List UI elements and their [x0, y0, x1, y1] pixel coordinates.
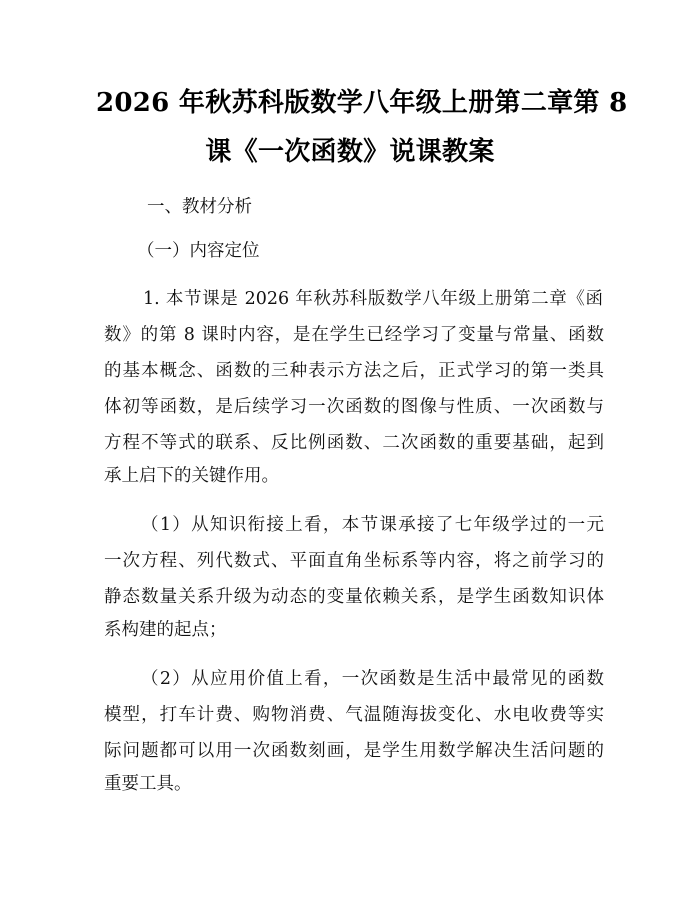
paragraph-3-line-1: （2）从应用价值上看，一次函数是生活中最常见的函数 — [141, 669, 604, 689]
paragraph-3-line-2: 模型，打车计费、购物消费、气温随海拔变化、水电收费等实 — [104, 705, 604, 725]
paragraph-2-line-3: 静态数量关系升级为动态的变量依赖关系，是学生函数知识体 — [104, 587, 604, 607]
paragraph-1-line-6: 承上启下的关键作用。 — [104, 466, 279, 486]
paragraph-1-line-4: 体初等函数，是后续学习一次函数的图像与性质、一次函数与 — [104, 397, 604, 417]
paragraph-1-line-1: 1. 本节课是 2026 年秋苏科版数学八年级上册第二章《函 — [143, 289, 603, 309]
section-heading: 一、教材分析 — [147, 197, 252, 217]
paragraph-1-line-2: 数》的第 8 课时内容，是在学生已经学习了变量与常量、函数 — [104, 325, 604, 345]
paragraph-1-line-3: 的基本概念、函数的三种表示方法之后，正式学习的第一类具 — [104, 361, 604, 381]
document-title-line-2: 课《一次函数》说课教案 — [205, 137, 495, 167]
paragraph-2-line-1: （1）从知识衔接上看，本节课承接了七年级学过的一元 — [141, 515, 604, 535]
subsection-heading: （一）内容定位 — [137, 241, 260, 261]
paragraph-2-line-2: 一次方程、列代数式、平面直角坐标系等内容，将之前学习的 — [104, 551, 604, 571]
paragraph-3-line-4: 重要工具。 — [104, 774, 192, 794]
paragraph-2-line-4: 系构建的起点； — [104, 620, 227, 640]
paragraph-3-line-3: 际问题都可以用一次函数刻画，是学生用数学解决生活问题的 — [104, 741, 604, 761]
document-title-line-1: 2026 年秋苏科版数学八年级上册第二章第 8 — [96, 88, 628, 118]
paragraph-1-line-5: 方程不等式的联系、反比例函数、二次函数的重要基础，起到 — [104, 433, 604, 453]
